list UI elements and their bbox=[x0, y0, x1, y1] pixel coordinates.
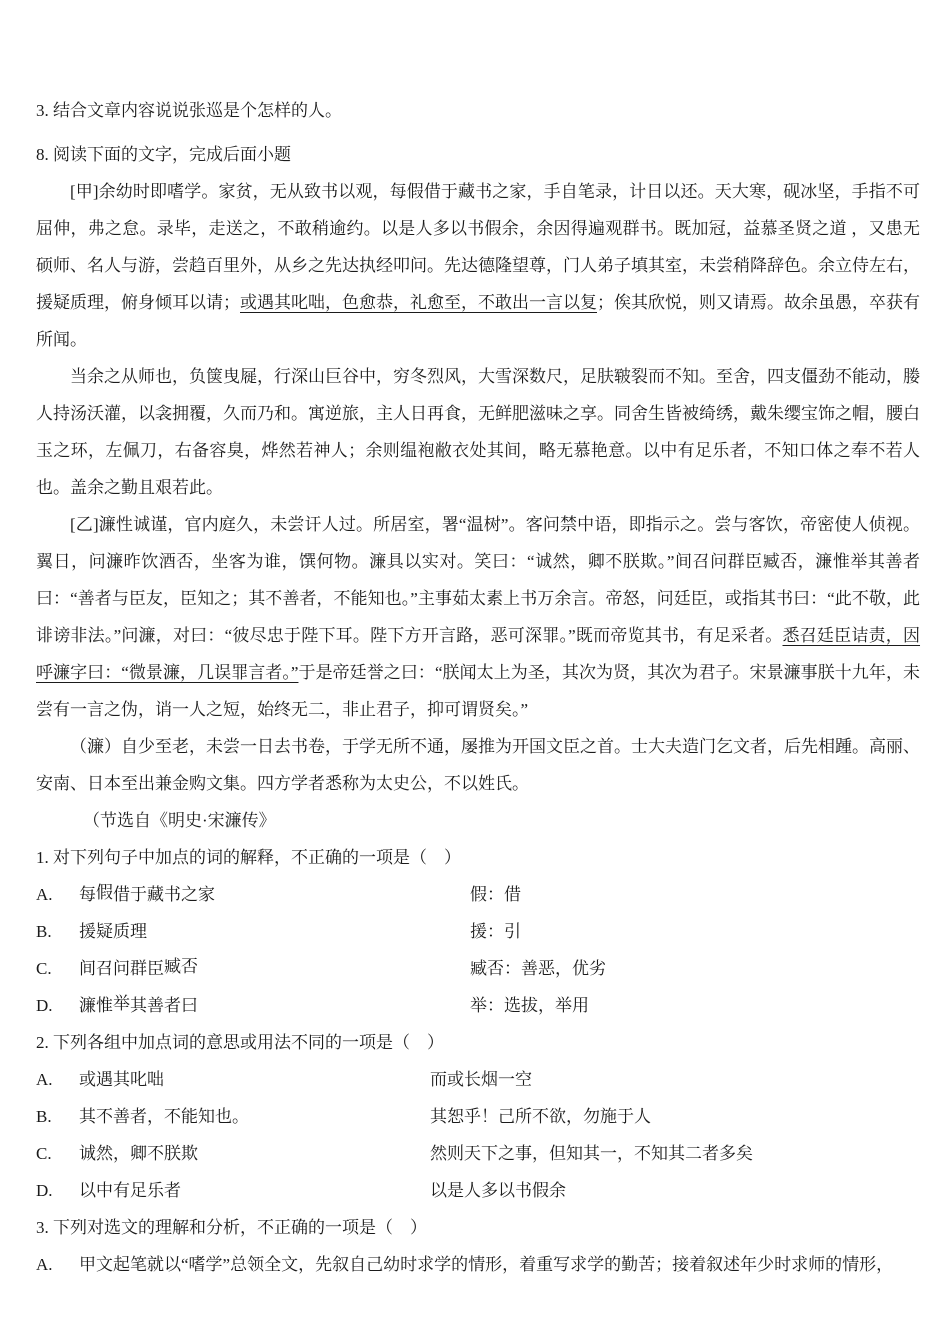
text-segment: ；俟其欣悦，则又请焉。故余虽愚，卒获有所闻。 bbox=[36, 293, 920, 349]
option-phrase bbox=[79, 950, 198, 987]
text-segment: 于是帝廷誉之曰：“朕闻太上为圣，其次为贤，其次为君子。宋景濂事朕十九年，未尝有一言之伪，诮一人之短，始终无二，非止君子，抑可谓贤矣。” bbox=[36, 663, 921, 719]
text-segment: 濂惟 bbox=[79, 996, 113, 1015]
option-phrase bbox=[79, 913, 147, 950]
option-label: A. bbox=[36, 1070, 53, 1089]
text-segment: 甲文起笔就以“嗜学”总领全文，先叙自己幼时求学的情形，着重写求学的勤苦；接着叙述年少时求师的情形， bbox=[79, 1255, 894, 1274]
question-1-option-c bbox=[36, 950, 920, 987]
text-segment: 其善者曰 bbox=[130, 996, 198, 1015]
option-label: D. bbox=[36, 996, 53, 1015]
option-gloss: 臧否：善恶，优劣 bbox=[470, 959, 606, 978]
question-8-heading: 8. 阅读下面的文字，完成后面小题 bbox=[36, 145, 291, 164]
option-phrase bbox=[79, 987, 198, 1024]
passage-jia-paragraph-2 bbox=[36, 358, 920, 506]
source-citation bbox=[36, 802, 920, 839]
text-segment: [甲]余幼时即嗜学。家贫，无从致书以观，每假借于藏书之家，手自笔录，计日以还。天大寒，砚冰坚，手指不可屈伸，弗之怠。录毕，走送之，不敢稍逾约。以是人多以书假余，余因得遍观群书。既加冠，益慕圣贤之道 ，又患无硕师、名人与游，尝趋百里外，从乡之先达执经叩问。先达德隆望尊，门人弟子填其室，未尝稍降辞色。余立侍左右，援疑质理，俯身倾耳以请； bbox=[36, 182, 920, 312]
option-compare-phrase: 而或长烟一空 bbox=[430, 1070, 532, 1089]
question-1-option-a bbox=[36, 876, 920, 913]
option-gloss: 假：借 bbox=[470, 885, 521, 904]
text-segment: [乙]濂性诚谨，官内庭久，未尝讦人过。所居室，署“温树”。客问禁中语，即指示之。尝与客饮，帝密使人侦视。翼日，问濂昨饮酒否，坐客为谁，馔何物。濂具以实对。笑曰：“诚然，卿不朕欺。”间召问群臣臧否，濂惟举其善者曰：“善者与臣友，臣知之；其不善者，不能知也。”主事茹太素上书万余言。帝怒，问廷臣，或指其书曰：“此不敬，此诽谤非法。”问濂，对曰：“彼尽忠于陛下耳。陛下方开言路，恶可深罪。”既而帝览其书，有足采者。 bbox=[36, 515, 920, 645]
prev-passage-question-3: 3. 结合文章内容说说张巡是个怎样的人。 bbox=[36, 101, 342, 120]
question-1-option-d bbox=[36, 987, 920, 1024]
question-1-stem: 1. 对下列句子中加点的词的解释，不正确的一项是（ ） bbox=[36, 848, 461, 867]
option-phrase bbox=[79, 1098, 249, 1135]
question-1-option-b bbox=[36, 913, 920, 950]
option-label: A. bbox=[36, 885, 53, 904]
question-2-option-a bbox=[36, 1061, 920, 1098]
question-2-stem: 2. 下列各组中加点词的意思或用法不同的一项是（ ） bbox=[36, 1033, 444, 1052]
emphasized-char: 假 bbox=[96, 882, 113, 902]
option-compare-phrase: 然则天下之事，但知其一，不知其二者多矣 bbox=[430, 1144, 753, 1163]
option-compare-phrase: 其恕乎！己所不欲，勿施于人 bbox=[430, 1107, 651, 1126]
underlined-text: 或遇其叱咄，色愈恭，礼愈至，不敢出一言以复 bbox=[240, 293, 597, 312]
option-gloss: 举：选拔，举用 bbox=[470, 996, 589, 1015]
text-segment: 其不善者，不能知也。 bbox=[79, 1107, 249, 1126]
option-phrase bbox=[79, 1061, 164, 1098]
question-3-stem: 3. 下列对选文的理解和分析，不正确的一项是（ ） bbox=[36, 1218, 427, 1237]
text-segment: 每 bbox=[79, 885, 96, 904]
option-gloss: 援：引 bbox=[470, 922, 521, 941]
underlined-text: 悉召廷臣诘责，因呼濂字曰：“微景濂，几误罪言者。” bbox=[36, 626, 921, 682]
question-2-option-c bbox=[36, 1135, 920, 1172]
question-3-option-a bbox=[36, 1246, 920, 1283]
option-label: C. bbox=[36, 1144, 52, 1163]
passage-lian-paragraph bbox=[36, 728, 920, 802]
text-segment: （濂）自少至老，未尝一日去书卷，于学无所不通，屡推为开国文臣之首。士大夫造门乞文者，后先相踵。高丽、安南、日本至出兼金购文集。四方学者悉称为太史公，不以姓氏。 bbox=[36, 737, 920, 793]
text-segment: 以中有足乐者 bbox=[79, 1181, 181, 1200]
text-segment: 间召问群臣 bbox=[79, 959, 164, 978]
option-compare-phrase: 以是人多以书假余 bbox=[430, 1181, 566, 1200]
option-phrase bbox=[79, 876, 215, 913]
emphasized-char: 举 bbox=[113, 993, 130, 1013]
question-2-option-d bbox=[36, 1172, 920, 1209]
text-segment: 或遇其叱咄 bbox=[79, 1070, 164, 1089]
passage-yi-paragraph bbox=[36, 506, 920, 728]
text-segment: 借于藏书之家 bbox=[113, 885, 215, 904]
emphasized-char: 臧否 bbox=[164, 956, 198, 976]
text-segment: （节选自《明史·宋濂传》 bbox=[83, 811, 276, 830]
option-phrase bbox=[79, 1135, 198, 1172]
option-label: C. bbox=[36, 959, 52, 978]
option-label: B. bbox=[36, 922, 52, 941]
option-label: B. bbox=[36, 1107, 52, 1126]
passage-jia-paragraph-1 bbox=[36, 173, 920, 358]
option-label: A. bbox=[36, 1255, 53, 1274]
text-segment: 诚然，卿不朕欺 bbox=[79, 1144, 198, 1163]
text-segment: 援疑质理 bbox=[79, 922, 147, 941]
option-analysis-text bbox=[79, 1246, 893, 1283]
text-segment: 当余之从师也，负箧曳屣，行深山巨谷中，穷冬烈风，大雪深数尺，足肤皲裂而不知。至舍，四支僵劲不能动，媵人持汤沃灌，以衾拥覆，久而乃和。寓逆旅，主人日再食，无鲜肥滋味之享。同舍生皆被绮绣，戴朱缨宝饰之帽，腰白玉之环，左佩刀，右备容臭，烨然若神人；余则缊袍敝衣处其间，略无慕艳意。以中有足乐者，不知口体之奉不若人也。盖余之勤且艰若此。 bbox=[36, 367, 920, 497]
option-label: D. bbox=[36, 1181, 53, 1200]
question-2-option-b bbox=[36, 1098, 920, 1135]
option-phrase bbox=[79, 1172, 181, 1209]
